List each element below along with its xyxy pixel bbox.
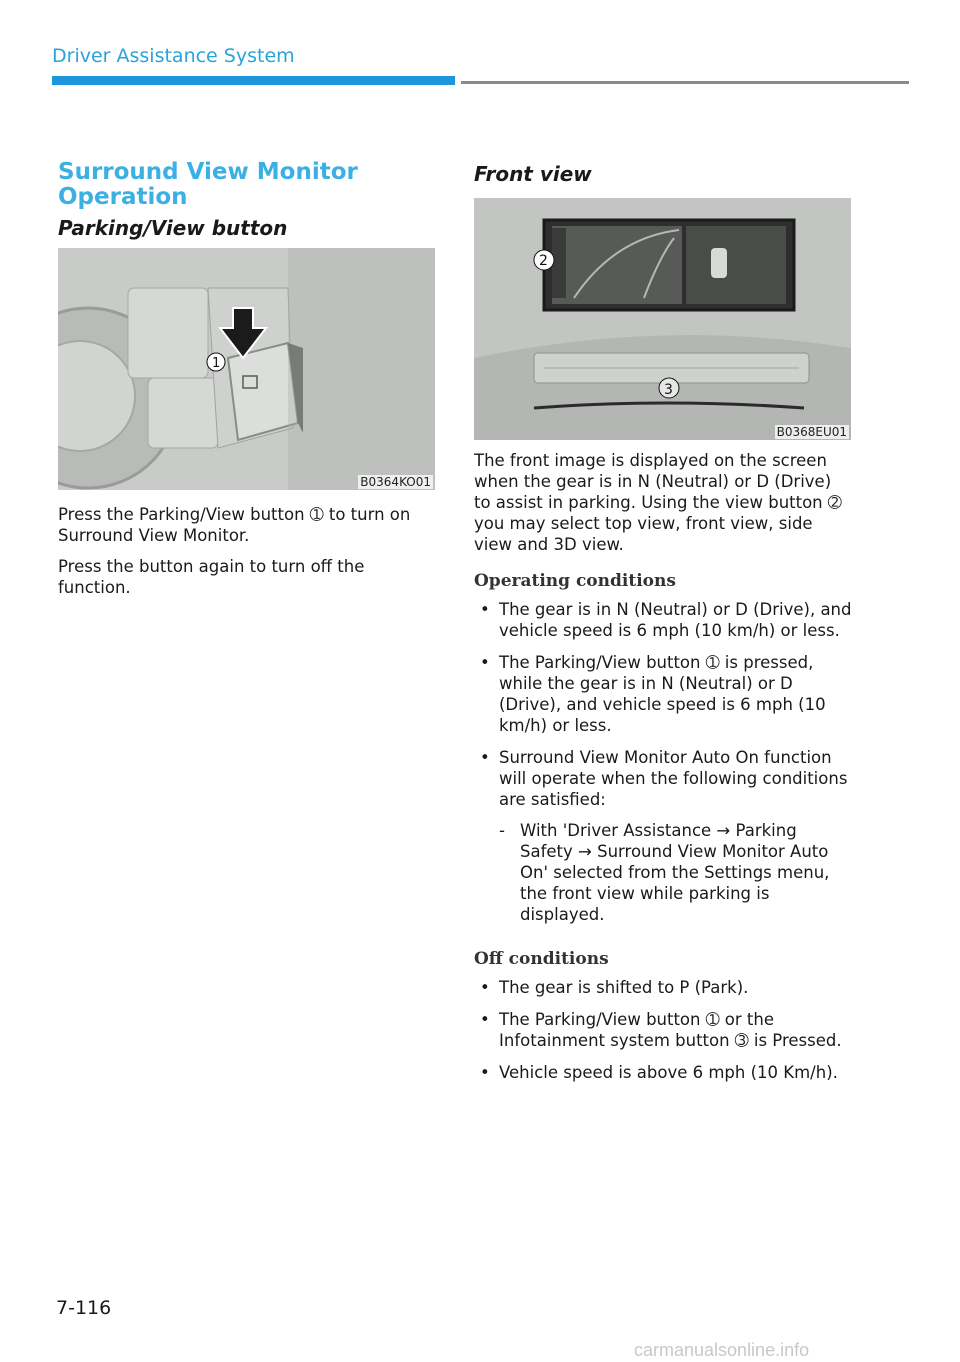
list-item-text: Surround View Monitor Auto On function will operate when the following conditions are satisfied: — [499, 748, 848, 809]
header-title: Driver Assistance System — [52, 45, 295, 67]
figure-parking-button — [58, 248, 435, 490]
svg-text:1: 1 — [212, 356, 221, 371]
figure-front-view — [474, 198, 851, 440]
list-item: • The gear is shifted to P (Park). — [474, 977, 852, 998]
page-number: 7-116 — [56, 1297, 112, 1319]
list-item: • The Parking/View button ➀ or the Infotainment system button ➂ is Pressed. — [474, 1009, 852, 1051]
paragraph: Press the Parking/View button ➀ to turn on Surround View Monitor. — [58, 505, 411, 545]
subsection-parking-view-button: Parking/View button — [58, 216, 288, 240]
figure-code: B0364KO01 — [360, 475, 431, 489]
header-bar-rule — [461, 81, 909, 84]
figure-label-2: 2 — [539, 253, 548, 269]
subsection-front-view: Front view — [474, 162, 592, 186]
sub-list-item — [474, 820, 852, 925]
watermark[interactable]: carmanualsonline.info — [634, 1340, 810, 1360]
right-column — [474, 160, 852, 1094]
dash-marker: - — [499, 821, 505, 840]
header-bar-accent — [52, 76, 455, 85]
infotainment-illustration — [474, 198, 851, 440]
list-item: • Vehicle speed is above 6 mph (10 Km/h). — [474, 1062, 852, 1083]
section-title: Surround View Monitor Operation — [58, 159, 358, 210]
off-conditions-list — [474, 977, 852, 1083]
off-conditions-heading: Off conditions — [474, 949, 609, 969]
operating-conditions-heading: Operating conditions — [474, 571, 676, 591]
operating-conditions-list — [474, 599, 852, 925]
sub-list-item-text: With 'Driver Assistance → Parking Safety → Surround View Monitor Auto On' selected from the Settings menu, the front view while parking is displayed. — [520, 821, 830, 924]
figure-label-3: 3 — [664, 382, 673, 398]
parking-button-illustration — [58, 248, 435, 490]
figure-code: B0368EU01 — [776, 425, 847, 439]
paragraph: Press the button again to turn off the function. — [58, 557, 365, 597]
left-column — [58, 160, 436, 608]
list-item: • The Parking/View button ➀ is pressed, while the gear is in N (Neutral) or D (Drive), and vehicle speed is 6 mph (10 km/h) or less. — [474, 652, 852, 736]
list-item — [474, 747, 852, 925]
paragraph: The front image is displayed on the screen when the gear is in N (Neutral) or D (Drive) to assist in parking. Using the view button ➁ you may select top view, front view, side view and 3D view. — [474, 451, 842, 554]
list-item: • The gear is in N (Neutral) or D (Drive), and vehicle speed is 6 mph (10 km/h) or less. — [474, 599, 852, 641]
